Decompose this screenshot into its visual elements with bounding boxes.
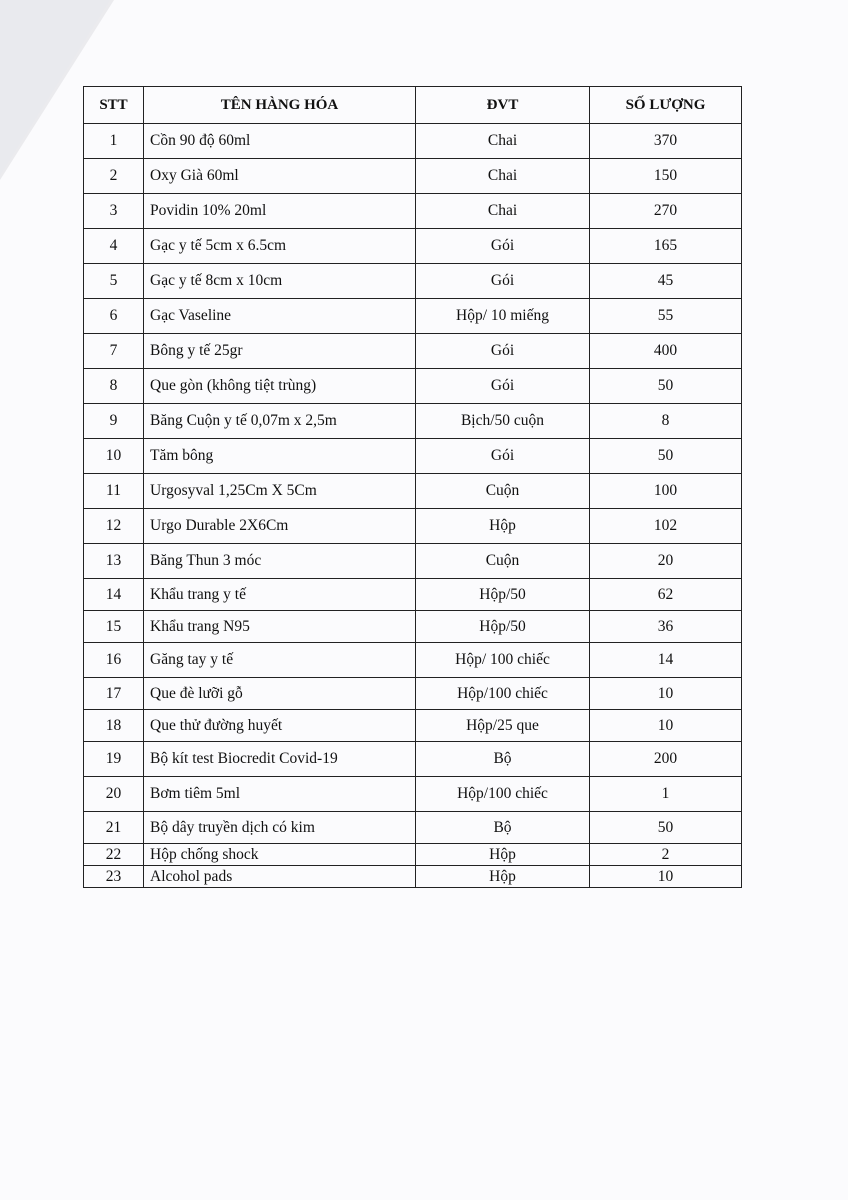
item-name: Urgo Durable 2X6Cm <box>144 509 416 544</box>
row-index: 22 <box>84 844 144 866</box>
item-unit: Hộp/ 100 chiếc <box>416 643 590 678</box>
item-name: Bông y tế 25gr <box>144 334 416 369</box>
item-unit: Gói <box>416 264 590 299</box>
table-row <box>84 334 742 369</box>
item-quantity: 50 <box>590 439 742 474</box>
item-name: Que đè lưỡi gỗ <box>144 678 416 710</box>
row-index: 14 <box>84 579 144 611</box>
row-index: 20 <box>84 777 144 812</box>
row-index: 21 <box>84 812 144 844</box>
item-name: Tăm bông <box>144 439 416 474</box>
item-name: Urgosyval 1,25Cm X 5Cm <box>144 474 416 509</box>
item-quantity: 270 <box>590 194 742 229</box>
item-name: Găng tay y tế <box>144 643 416 678</box>
row-index: 19 <box>84 742 144 777</box>
table-row <box>84 229 742 264</box>
table-row <box>84 844 742 866</box>
row-index: 11 <box>84 474 144 509</box>
item-name: Que thử đường huyết <box>144 710 416 742</box>
row-index: 6 <box>84 299 144 334</box>
item-name: Bơm tiêm 5ml <box>144 777 416 812</box>
item-quantity: 55 <box>590 299 742 334</box>
item-quantity: 2 <box>590 844 742 866</box>
item-quantity: 50 <box>590 369 742 404</box>
item-quantity: 20 <box>590 544 742 579</box>
table-header-row <box>84 87 742 124</box>
item-quantity: 1 <box>590 777 742 812</box>
item-unit: Hộp <box>416 509 590 544</box>
row-index: 18 <box>84 710 144 742</box>
header-quantity: SỐ LƯỢNG <box>590 87 742 124</box>
table-row <box>84 299 742 334</box>
item-name: Que gòn (không tiệt trùng) <box>144 369 416 404</box>
item-quantity: 100 <box>590 474 742 509</box>
item-unit: Hộp/100 chiếc <box>416 678 590 710</box>
item-quantity: 8 <box>590 404 742 439</box>
item-unit: Bộ <box>416 742 590 777</box>
header-unit: ĐVT <box>416 87 590 124</box>
item-quantity: 165 <box>590 229 742 264</box>
item-unit: Hộp/50 <box>416 611 590 643</box>
table-row <box>84 509 742 544</box>
item-quantity: 150 <box>590 159 742 194</box>
item-quantity: 400 <box>590 334 742 369</box>
table-row <box>84 812 742 844</box>
table-row <box>84 159 742 194</box>
table-row <box>84 710 742 742</box>
item-name: Gạc y tế 5cm x 6.5cm <box>144 229 416 264</box>
item-unit: Gói <box>416 334 590 369</box>
header-stt: STT <box>84 87 144 124</box>
item-quantity: 62 <box>590 579 742 611</box>
row-index: 8 <box>84 369 144 404</box>
table-row <box>84 611 742 643</box>
item-unit: Hộp <box>416 844 590 866</box>
item-quantity: 200 <box>590 742 742 777</box>
item-quantity: 370 <box>590 124 742 159</box>
table-row <box>84 194 742 229</box>
table-row <box>84 404 742 439</box>
table-row <box>84 264 742 299</box>
item-quantity: 14 <box>590 643 742 678</box>
item-unit: Hộp/25 que <box>416 710 590 742</box>
item-quantity: 10 <box>590 678 742 710</box>
item-quantity: 50 <box>590 812 742 844</box>
item-unit: Bộ <box>416 812 590 844</box>
table-row <box>84 643 742 678</box>
row-index: 3 <box>84 194 144 229</box>
table-row <box>84 544 742 579</box>
table-row <box>84 777 742 812</box>
item-unit: Hộp/ 10 miếng <box>416 299 590 334</box>
table-row <box>84 579 742 611</box>
item-unit: Cuộn <box>416 544 590 579</box>
item-name: Băng Thun 3 móc <box>144 544 416 579</box>
item-name: Hộp chống shock <box>144 844 416 866</box>
row-index: 17 <box>84 678 144 710</box>
item-quantity: 10 <box>590 710 742 742</box>
row-index: 7 <box>84 334 144 369</box>
item-unit: Gói <box>416 439 590 474</box>
item-name: Khẩu trang N95 <box>144 611 416 643</box>
item-name: Oxy Già 60ml <box>144 159 416 194</box>
item-unit: Gói <box>416 229 590 264</box>
row-index: 1 <box>84 124 144 159</box>
item-quantity: 10 <box>590 866 742 888</box>
item-name: Khẩu trang y tế <box>144 579 416 611</box>
row-index: 9 <box>84 404 144 439</box>
item-name: Alcohol pads <box>144 866 416 888</box>
item-unit: Bịch/50 cuộn <box>416 404 590 439</box>
table-row <box>84 742 742 777</box>
row-index: 5 <box>84 264 144 299</box>
item-name: Bộ kít test Biocredit Covid-19 <box>144 742 416 777</box>
row-index: 16 <box>84 643 144 678</box>
table-row <box>84 866 742 888</box>
row-index: 12 <box>84 509 144 544</box>
item-unit: Chai <box>416 194 590 229</box>
item-name: Gạc y tế 8cm x 10cm <box>144 264 416 299</box>
item-quantity: 36 <box>590 611 742 643</box>
header-item-name: TÊN HÀNG HÓA <box>144 87 416 124</box>
item-unit: Gói <box>416 369 590 404</box>
table-row <box>84 369 742 404</box>
item-quantity: 45 <box>590 264 742 299</box>
item-unit: Hộp/50 <box>416 579 590 611</box>
row-index: 10 <box>84 439 144 474</box>
table-row <box>84 474 742 509</box>
row-index: 2 <box>84 159 144 194</box>
item-unit: Hộp <box>416 866 590 888</box>
row-index: 13 <box>84 544 144 579</box>
item-name: Bộ dây truyền dịch có kim <box>144 812 416 844</box>
table-row <box>84 439 742 474</box>
item-quantity: 102 <box>590 509 742 544</box>
item-unit: Chai <box>416 124 590 159</box>
item-name: Cồn 90 độ 60ml <box>144 124 416 159</box>
row-index: 15 <box>84 611 144 643</box>
row-index: 23 <box>84 866 144 888</box>
item-unit: Cuộn <box>416 474 590 509</box>
row-index: 4 <box>84 229 144 264</box>
supplies-table <box>83 86 742 888</box>
item-unit: Hộp/100 chiếc <box>416 777 590 812</box>
table-row <box>84 124 742 159</box>
item-name: Povidin 10% 20ml <box>144 194 416 229</box>
item-name: Gạc Vaseline <box>144 299 416 334</box>
item-unit: Chai <box>416 159 590 194</box>
item-name: Băng Cuộn y tế 0,07m x 2,5m <box>144 404 416 439</box>
table-row <box>84 678 742 710</box>
